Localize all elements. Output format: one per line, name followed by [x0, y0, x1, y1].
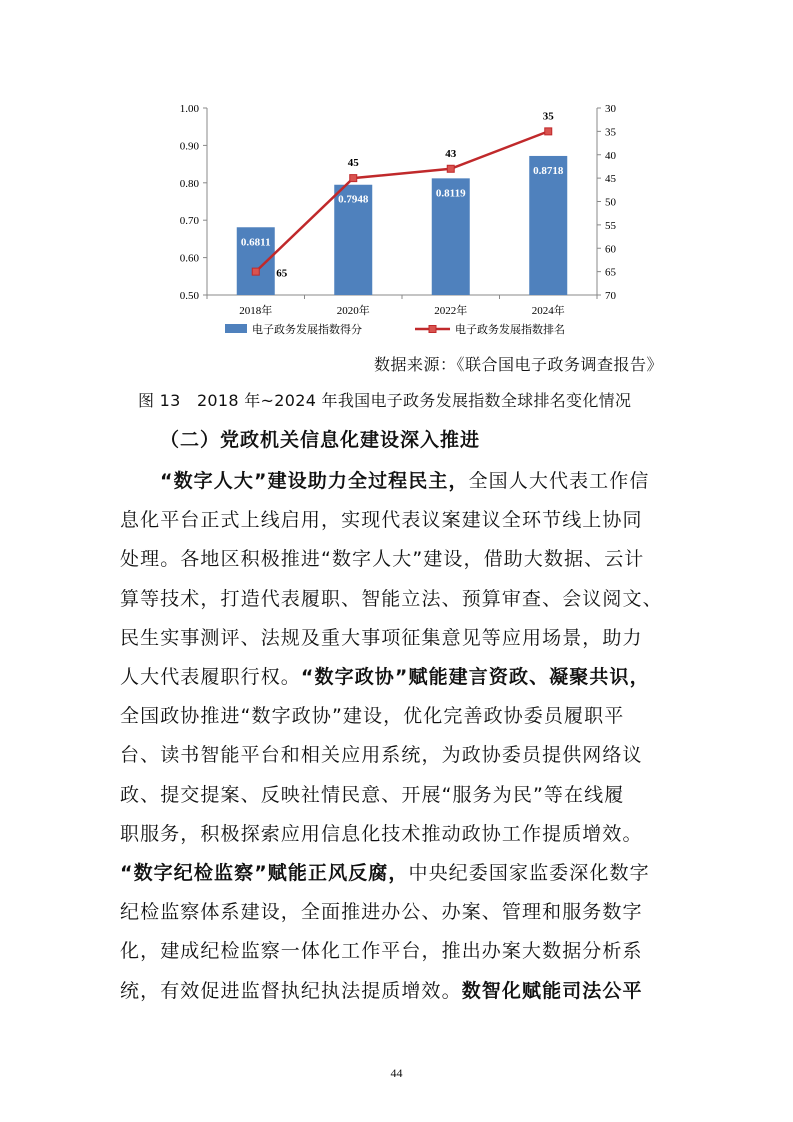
page-number: 44: [390, 1066, 403, 1080]
section-title: （二）党政机关信息化建设深入推进: [160, 429, 481, 451]
text-segment: 化，建成纪检监察一体化工作平台，推出办案大数据分析系: [120, 940, 643, 963]
left-tick-label: 1.00: [179, 103, 199, 115]
x-tick-label: 2020年: [336, 305, 370, 317]
left-tick-label: 0.60: [179, 252, 199, 265]
right-tick-label: 55: [605, 219, 616, 232]
text-line: [120, 972, 680, 1011]
rank-point: [252, 268, 259, 275]
left-tick-label: 0.80: [179, 177, 199, 190]
text-segment: 处理。各地区积极推进“数字人大”建设，借助大数据、云计: [120, 548, 645, 571]
x-tick-label: 2022年: [434, 305, 468, 317]
body-paragraph: [120, 462, 680, 1011]
right-tick-label: 40: [605, 149, 616, 162]
right-tick-label: 50: [605, 196, 616, 209]
right-tick-label: 70: [605, 290, 616, 302]
text-line: [120, 893, 680, 932]
rank-point: [447, 165, 454, 172]
text-segment: 纪检监察体系建设，全面推进办公、办案、管理和服务数字: [120, 901, 643, 924]
text-segment: 民生实事测评、法规及重大事项征集意见等应用场景，助力: [120, 626, 643, 649]
left-tick-label: 0.50: [179, 290, 199, 302]
score-bar-label: 0.7948: [338, 193, 369, 206]
bold-lead-phrase: “数字人大”建设助力全过程民主，: [160, 470, 469, 492]
rank-label: 43: [445, 147, 457, 160]
text-line: [120, 540, 680, 579]
right-tick-label: 45: [605, 173, 616, 186]
text-line: [120, 580, 680, 619]
text-line: [120, 658, 680, 697]
data-source: 数据来源：《联合国电子政务调查报告》: [373, 355, 663, 374]
rank-label: 35: [542, 110, 554, 123]
legend-line-label: 电子政务发展指数排名: [455, 324, 565, 336]
right-tick-label: 30: [605, 103, 616, 115]
text-segment: 中央纪委国家监委深化数字: [408, 862, 650, 885]
bold-lead-phrase: “数字纪检监察”赋能正风反腐，: [120, 862, 409, 885]
x-tick-label: 2018年: [239, 305, 273, 317]
rank-point: [545, 128, 552, 135]
text-segment: 统，有效促进监督执纪执法提质增效。: [120, 979, 462, 1002]
text-segment: 人大代表履职行权。: [120, 666, 301, 689]
score-bar-label: 0.8119: [435, 187, 466, 200]
text-line: [120, 854, 680, 893]
legend-bar-label: 电子政务发展指数得分: [252, 324, 362, 336]
text-line: [120, 697, 680, 736]
score-bar-label: 0.8718: [533, 164, 564, 177]
rank-point: [350, 175, 357, 182]
text-segment: 全国政协推进“数字政协”建设，优化完善政协委员履职平: [120, 705, 625, 728]
left-tick-label: 0.70: [179, 215, 199, 228]
figure-caption: 图 13 2018 年~2024 年我国电子政务发展指数全球排名变化情况: [138, 391, 632, 410]
text-line: [120, 736, 680, 775]
left-tick-label: 0.90: [179, 140, 199, 153]
text-line: [120, 815, 680, 854]
text-segment: 算等技术，打造代表履职、智能立法、预算审查、会议阅文、: [120, 587, 663, 610]
text-segment: 全国人大代表工作信: [468, 470, 650, 492]
score-bar-label: 0.6811: [240, 236, 271, 249]
text-segment: 政、提交提案、反映社情民意、开展“服务为民”等在线履: [120, 783, 625, 806]
rank-label: 45: [347, 157, 359, 170]
text-line: [120, 619, 680, 658]
legend-line-marker: [429, 326, 436, 333]
rank-label: 65: [276, 267, 288, 280]
bold-lead-phrase: “数字政协”赋能建言资政、凝聚共识，: [300, 666, 650, 689]
text-segment: 职服务，积极探索应用信息化技术推动政协工作提质增效。: [120, 822, 643, 845]
egov-index-chart: [150, 96, 640, 346]
text-line: [120, 776, 680, 815]
text-segment: 台、读书智能平台和相关应用系统，为政协委员提供网络议: [120, 744, 643, 767]
right-tick-label: 60: [605, 243, 616, 256]
legend-bar-swatch: [225, 324, 247, 333]
rank-line: [256, 131, 549, 271]
bold-lead-phrase: 数智化赋能司法公平: [461, 979, 643, 1002]
text-line: [120, 501, 680, 540]
text-line: [120, 462, 680, 501]
text-segment: 息化平台正式上线启用，实现代表议案建议全环节线上协同: [120, 509, 643, 532]
x-tick-label: 2024年: [531, 305, 565, 317]
right-tick-label: 35: [605, 126, 616, 139]
right-tick-label: 65: [605, 266, 616, 279]
text-line: [120, 932, 680, 971]
